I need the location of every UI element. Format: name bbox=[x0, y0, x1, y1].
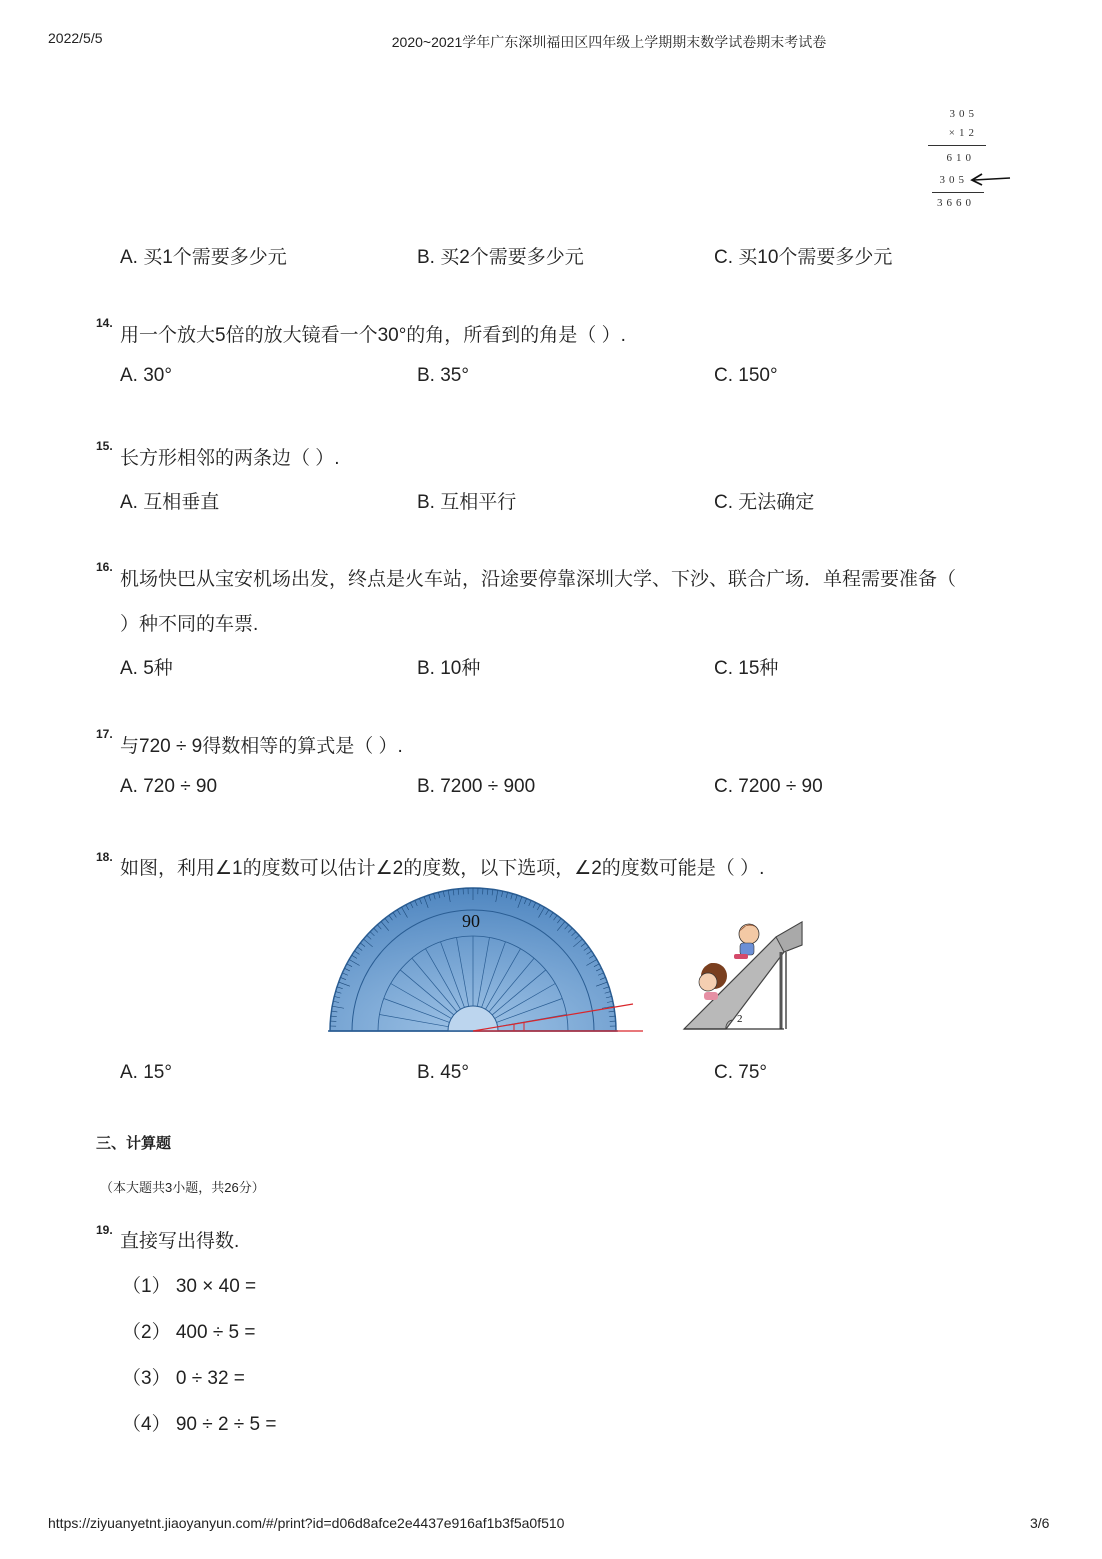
q18-option-c[interactable]: C. 75° bbox=[714, 1062, 768, 1083]
q19-item-4: （4） 90 ÷ 2 ÷ 5 = bbox=[122, 1414, 277, 1435]
boy-icon bbox=[734, 924, 759, 959]
q19-item-1: （1） 30 × 40 = bbox=[122, 1276, 257, 1297]
q17-option-b[interactable]: B. 7200 ÷ 900 bbox=[417, 776, 536, 797]
q13-option-c[interactable]: C. 买10个需要多少元 bbox=[714, 247, 893, 268]
calc-divider-line bbox=[928, 145, 986, 146]
q17-option-a[interactable]: A. 720 ÷ 90 bbox=[120, 776, 218, 797]
q18-option-b[interactable]: B. 45° bbox=[417, 1062, 469, 1083]
page-url[interactable]: https://ziyuanyetnt.jiaoyanyun.com/#/print?id=d06d8afce2e4437e916af1b3f5a0f510 bbox=[48, 1515, 565, 1531]
q13-option-b[interactable]: B. 买2个需要多少元 bbox=[417, 247, 584, 268]
q18-stem: 如图，利用∠1的度数可以估计∠2的度数，以下选项，∠2的度数可能是（ ）. bbox=[120, 858, 765, 879]
slide-figure bbox=[676, 912, 808, 1034]
q15-option-a[interactable]: A. 互相垂直 bbox=[120, 492, 220, 513]
section-note: （本大题共3小题，共26分） bbox=[100, 1180, 265, 1195]
print-date: 2022/5/5 bbox=[48, 30, 103, 46]
arrow-left-icon bbox=[968, 170, 1012, 190]
section-title: 三、计算题 bbox=[96, 1135, 172, 1152]
calc-result: 3660 bbox=[937, 197, 975, 209]
q15-number: 15. bbox=[96, 439, 113, 453]
calc-multiplier: ×12 bbox=[948, 127, 978, 139]
q19-stem: 直接写出得数. bbox=[120, 1231, 240, 1252]
q15-stem: 长方形相邻的两条边（ ）. bbox=[120, 448, 340, 469]
angle-2-label: 2 bbox=[737, 1013, 743, 1025]
q17-stem: 与720 ÷ 9得数相等的算式是（ ）. bbox=[120, 736, 403, 757]
q14-option-c[interactable]: C. 150° bbox=[714, 365, 778, 386]
document-title: 2020~2021学年广东深圳福田区四年级上学期期末数学试卷期末考试卷 bbox=[391, 34, 827, 50]
protractor-figure bbox=[328, 885, 648, 1035]
q16-number: 16. bbox=[96, 560, 113, 574]
q17-option-c[interactable]: C. 7200 ÷ 90 bbox=[714, 776, 823, 797]
q14-number: 14. bbox=[96, 316, 113, 330]
q15-option-b[interactable]: B. 互相平行 bbox=[417, 492, 517, 513]
page-number: 3/6 bbox=[1030, 1515, 1050, 1531]
q14-option-a[interactable]: A. 30° bbox=[120, 365, 172, 386]
q14-option-b[interactable]: B. 35° bbox=[417, 365, 469, 386]
calc-multiplicand: 305 bbox=[949, 108, 978, 120]
q18-number: 18. bbox=[96, 850, 113, 864]
calc-divider-line-2 bbox=[932, 192, 984, 193]
calc-partial-1: 610 bbox=[946, 152, 975, 164]
q19-item-3: （3） 0 ÷ 32 = bbox=[122, 1368, 245, 1389]
q17-number: 17. bbox=[96, 727, 113, 741]
protractor-90-label: 90 bbox=[462, 911, 480, 931]
q16-option-b[interactable]: B. 10种 bbox=[417, 658, 481, 679]
q15-option-c[interactable]: C. 无法确定 bbox=[714, 492, 815, 513]
q16-stem-line1: 机场快巴从宝安机场出发，终点是火车站，沿途要停靠深圳大学、下沙、联合广场．单程需要准备（ bbox=[120, 569, 957, 590]
q19-number: 19. bbox=[96, 1223, 113, 1237]
q16-option-c[interactable]: C. 15种 bbox=[714, 658, 779, 679]
q19-item-2: （2） 400 ÷ 5 = bbox=[122, 1322, 256, 1343]
q13-option-a[interactable]: A. 买1个需要多少元 bbox=[120, 247, 287, 268]
q16-option-a[interactable]: A. 5种 bbox=[120, 658, 173, 679]
q14-stem: 用一个放大5倍的放大镜看一个30°的角，所看到的角是（ ）. bbox=[120, 325, 626, 346]
q16-stem-line2: ）种不同的车票. bbox=[120, 614, 259, 635]
calc-partial-2: 305 bbox=[939, 174, 968, 186]
q18-option-a[interactable]: A. 15° bbox=[120, 1062, 172, 1083]
